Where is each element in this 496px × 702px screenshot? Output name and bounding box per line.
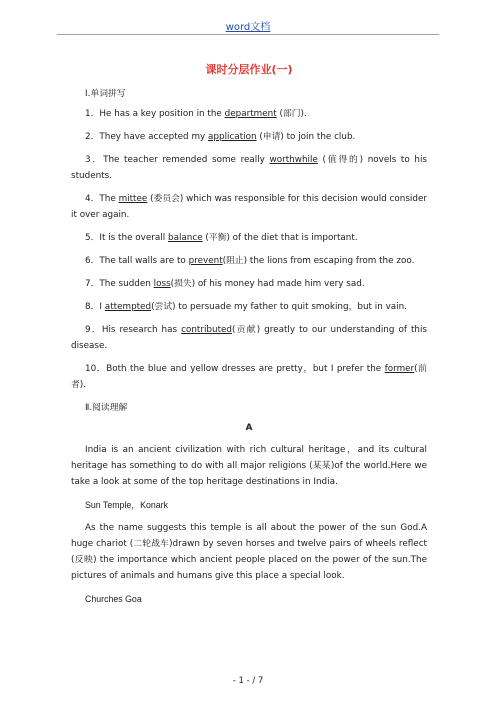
- answer-word: loss: [153, 279, 171, 289]
- passage-subheading-sun-temple: Sun Temple，Konark: [85, 500, 168, 510]
- item-text-before: 9．His research has: [85, 325, 182, 335]
- header-divider: [57, 34, 439, 35]
- document-content: [71, 62, 427, 614]
- passage-label: A: [245, 423, 253, 433]
- item-text-after: (阻止) the lions from escaping from the zoo.: [222, 256, 415, 266]
- item-text-after: (申请) to join the club.: [256, 132, 356, 142]
- item-text-before: 8．I: [85, 302, 105, 312]
- section-heading-reading: Ⅱ.阅读理解: [85, 403, 128, 413]
- answer-word: former: [384, 364, 415, 374]
- section-heading-spelling: Ⅰ.单词拼写: [85, 89, 126, 99]
- spelling-item: [71, 230, 427, 246]
- item-text-after: (值得的) novels to his students.: [71, 155, 427, 181]
- passage-subheading-churches-goa: Churches Goa: [85, 594, 142, 604]
- answer-word: application: [208, 132, 257, 142]
- spelling-items: [71, 106, 427, 393]
- item-text-before: 7．The sudden: [85, 279, 154, 289]
- item-text-after: (部门)．: [276, 109, 313, 119]
- item-text-after: (平衡) of the diet that is important.: [202, 233, 358, 243]
- page-title: 课时分层作业(一): [205, 63, 293, 76]
- answer-word: prevent: [188, 256, 223, 266]
- item-text-before: 4．The: [85, 194, 119, 204]
- spelling-item: [71, 129, 427, 145]
- item-text-before: 5．It is the overall: [85, 233, 168, 243]
- page-number: - 1 - / 7: [232, 676, 264, 686]
- spelling-item: [71, 276, 427, 292]
- spelling-item: [71, 361, 427, 393]
- answer-word: balance: [167, 233, 203, 243]
- spelling-item: [71, 299, 427, 315]
- answer-word: worthwhile: [269, 155, 318, 165]
- item-text-after: (贡献) greatly to our understanding of this disease.: [71, 325, 428, 351]
- spelling-item: [71, 322, 427, 354]
- passage-paragraph-sun-temple: As the name suggests this temple is all about the power of the sun God.A huge chariot (二轮战车)drawn by seven horses and twelve pairs of wheels reflect (反映) the importance which ancient people placed on the power of the sun.The pictures of animals and humans give this place a special look.: [71, 523, 427, 581]
- answer-word: attempted: [104, 302, 152, 312]
- answer-word: department: [224, 109, 277, 119]
- item-text-after: (损失) of his money had made him very sad.: [170, 279, 365, 289]
- spelling-item: [71, 152, 427, 184]
- item-text-before: 10．Both the blue and yellow dresses are pretty，but I prefer the: [85, 364, 385, 374]
- passage-intro: India is an ancient civilization with rich cultural heritage，and its cultural heritage has something to do with all major religions (某某)of the world.Here we take a look at some of the top heritage destinations in India.: [71, 445, 427, 487]
- item-text-before: 6．The tall walls are to: [85, 256, 189, 266]
- item-text-before: 3．The teacher remended some really: [85, 155, 270, 165]
- spelling-item: [71, 191, 427, 223]
- item-text-before: 1．He has a key position in the: [85, 109, 225, 119]
- answer-word: contributed: [181, 325, 233, 335]
- item-text-after: (前者)．: [71, 364, 428, 390]
- item-text-after: (委员会) which was responsible for this decision would consider it over again.: [71, 194, 427, 220]
- answer-word: mittee: [118, 194, 148, 204]
- spelling-item: [71, 106, 427, 122]
- item-text-before: 2．They have accepted my: [85, 132, 209, 142]
- spelling-item: [71, 253, 427, 269]
- page-header[interactable]: word文档: [225, 22, 271, 33]
- item-text-after: (尝试) to persuade my father to quit smoking，but in vain.: [151, 302, 407, 312]
